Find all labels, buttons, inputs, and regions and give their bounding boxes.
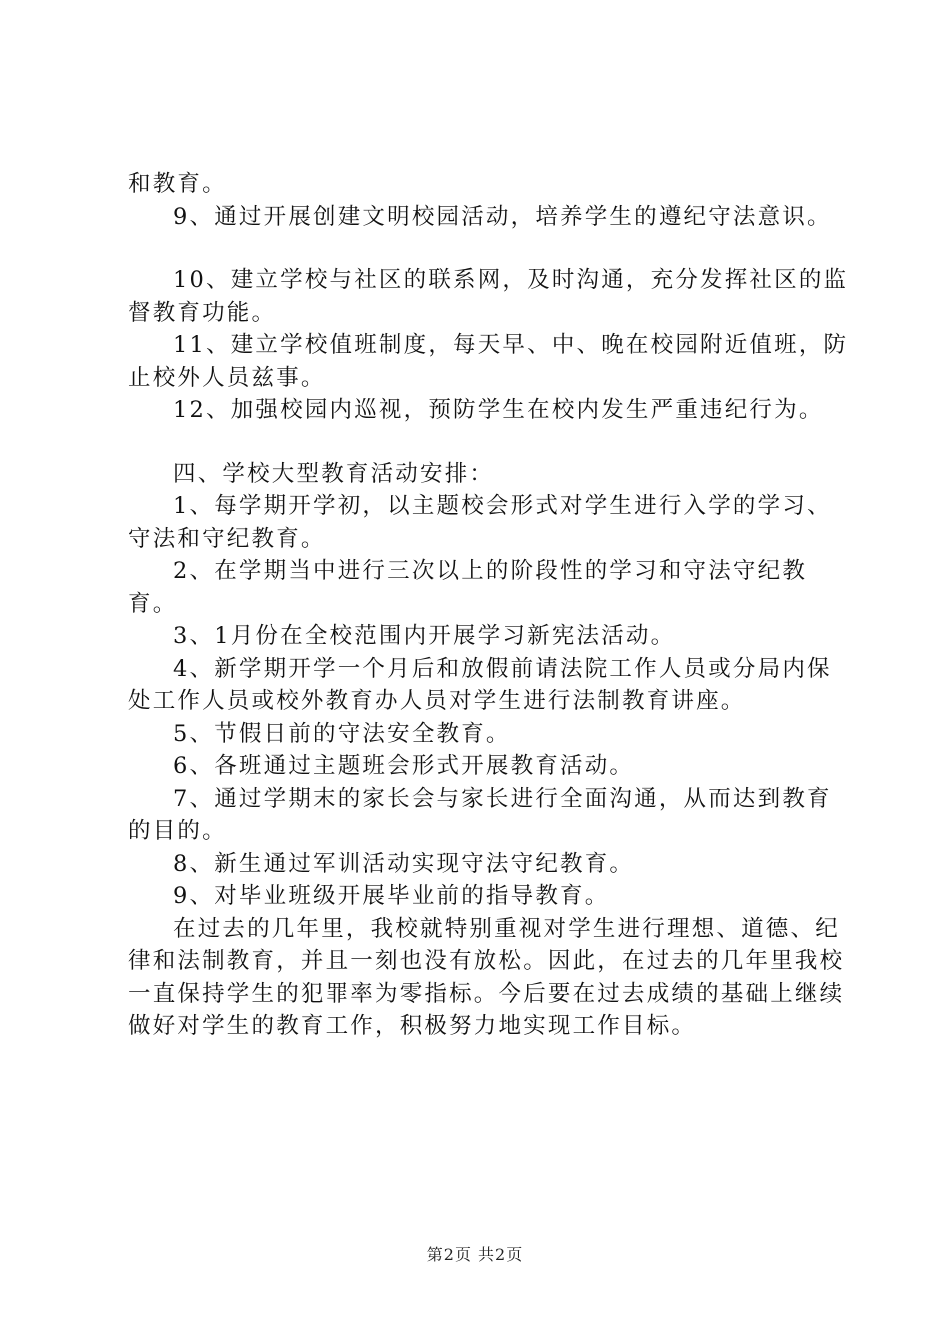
page-number-footer: 第2页 共2页: [426, 1245, 524, 1264]
paragraph-activity-7: 7、通过学期末的家长会与家长进行全面沟通，从而达到教育的目的。: [128, 785, 832, 844]
paragraph-activity-2: 2、在学期当中进行三次以上的阶段性的学习和守法守纪教育。: [128, 558, 808, 617]
paragraph-item-12-patrol: 12、加强校园内巡视，预防学生在校内发生严重违纪行为。: [173, 397, 824, 423]
paragraph-item-10-community-network: 10、建立学校与社区的联系网，及时沟通，充分发挥社区的监督教育功能。: [128, 267, 849, 326]
document-body: [128, 168, 850, 1043]
paragraph-conclusion: 在过去的几年里，我校就特别重视对学生进行理想、道德、纪律和法制教育，并且一刻也没有放松。因此，在过去的几年里我校一直保持学生的犯罪率为零指标。今后要在过去成绩的基础上继续做好对学生的教育工作，积极努力地实现工作目标。: [128, 915, 845, 1039]
paragraph-activity-6: 6、各班通过主题班会形式开展教育活动。: [173, 753, 635, 779]
paragraph-item-11-duty-system: 11、建立学校值班制度，每天早、中、晚在校园附近值班，防止校外人员兹事。: [128, 332, 849, 391]
paragraph-activity-3: 3、1月份在全校范围内开展学习新宪法活动。: [173, 623, 676, 649]
paragraph-activity-5: 5、节假日前的守法安全教育。: [173, 720, 511, 747]
paragraph-continuation: 和教育。: [128, 171, 227, 197]
paragraph-activity-9: 9、对毕业班级开展毕业前的指导教育。: [173, 883, 610, 909]
paragraph-activity-4: 4、新学期开学一个月后和放假前请法院工作人员或分局内保处工作人员或校外教育办人员对学生进行法制教育讲座。: [128, 655, 832, 714]
paragraph-activity-1: 1、每学期开学初，以主题校会形式对学生进行入学的学习、守法和守纪教育。: [128, 493, 832, 552]
section-heading-activities: 四、学校大型教育活动安排：: [173, 460, 495, 487]
paragraph-activity-8: 8、新生通过军训活动实现守法守纪教育。: [173, 850, 635, 877]
paragraph-item-9-civilized-campus: 9、通过开展创建文明校园活动，培养学生的遵纪守法意识。: [173, 203, 832, 230]
